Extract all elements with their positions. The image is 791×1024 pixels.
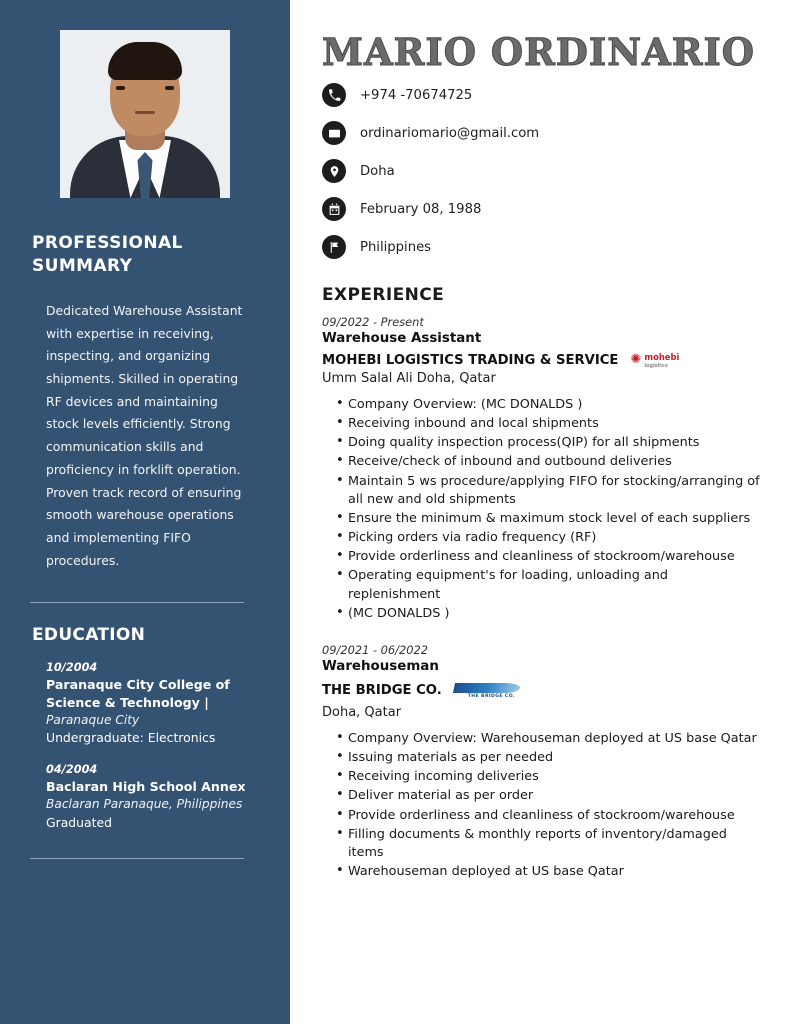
calendar-icon xyxy=(322,197,346,221)
experience-item xyxy=(322,315,761,623)
main-content xyxy=(290,0,791,1024)
sidebar xyxy=(0,0,290,1024)
mohebi-logo-mark: ✺ xyxy=(630,351,642,367)
education-heading: EDUCATION xyxy=(32,625,146,646)
list-item: • Filling documents & monthly reports of inventory/damaged items xyxy=(338,826,761,862)
mohebi-logo-subtext: logistics xyxy=(644,363,668,369)
contact-nationality xyxy=(322,235,761,259)
job-location: Doha, Qatar xyxy=(322,704,402,720)
contact-nationality-value: Philippines xyxy=(360,239,432,255)
professional-summary-text: Dedicated Warehouse Assistant with expertise in receiving, inspecting, and organizing shipments. Skilled in operating RF devices and maintaining stock levels efficiently. Strong communication skills and proficiency in forklift operation. Proven track record of ensuring smooth warehouse operations and implementing FIFO procedures. xyxy=(46,302,243,568)
contact-phone xyxy=(322,83,761,107)
flag-icon xyxy=(322,235,346,259)
list-item: • Receiving inbound and local shipments xyxy=(338,415,761,433)
job-date: 09/2022 - Present xyxy=(322,315,424,329)
email-icon xyxy=(322,121,346,145)
phone-icon xyxy=(322,83,346,107)
experience-heading: EXPERIENCE xyxy=(322,285,445,305)
contact-list xyxy=(322,83,761,259)
education-note: Graduated xyxy=(46,814,112,830)
list-item: • Issuing materials as per needed xyxy=(338,749,761,767)
contact-email xyxy=(322,121,761,145)
job-company: MOHEBI LOGISTICS TRADING & SERVICE xyxy=(322,352,619,368)
job-bullets xyxy=(322,730,761,881)
list-item: • Receive/check of inbound and outbound deliveries xyxy=(338,453,761,471)
job-bullets xyxy=(322,396,761,623)
education-item xyxy=(46,661,250,747)
job-company-row xyxy=(322,678,761,704)
list-item: • Operating equipment's for loading, unloading and replenishment xyxy=(338,567,761,603)
education-school: Paranaque City College of Science & Technology | xyxy=(46,677,230,711)
list-item: • Company Overview: (MC DONALDS ) xyxy=(338,396,761,414)
education-location: Paranaque City xyxy=(46,713,140,728)
experience-item xyxy=(322,643,761,881)
education-school: Baclaran High School Annex xyxy=(46,779,246,795)
education-location: Baclaran Paranaque, Philippines xyxy=(46,797,243,812)
page-title: MARIO ORDINARIO xyxy=(322,30,756,74)
list-item: • Deliver material as per order xyxy=(338,787,761,805)
list-item: • Receiving incoming deliveries xyxy=(338,768,761,786)
education-date: 04/2004 xyxy=(46,763,98,777)
list-item: • Company Overview: Warehouseman deployed at US base Qatar xyxy=(338,730,761,748)
list-item: • Maintain 5 ws procedure/applying FIFO for stocking/arranging of all new and old shipments xyxy=(338,473,761,509)
job-title: Warehouse Assistant xyxy=(322,331,482,346)
education-date: 10/2004 xyxy=(46,661,98,675)
the-bridge-co-logo-text: THE BRIDGE CO. xyxy=(467,693,516,699)
contact-email-value: ordinariomario@gmail.com xyxy=(360,125,540,141)
contact-location xyxy=(322,159,761,183)
list-item: • Warehouseman deployed at US base Qatar xyxy=(338,863,761,881)
contact-phone-value: +974 -70674725 xyxy=(360,87,473,103)
contact-birthdate xyxy=(322,197,761,221)
the-bridge-co-logo xyxy=(452,678,522,704)
job-date: 09/2021 - 06/2022 xyxy=(322,642,428,657)
list-item: • Provide orderliness and cleanliness of stockroom/warehouse xyxy=(338,807,761,825)
job-location: Umm Salal Ali Doha, Qatar xyxy=(322,371,496,386)
education-item xyxy=(46,763,250,831)
education-note: Undergraduate: Electronics xyxy=(46,730,216,746)
contact-birthdate-value: February 08, 1988 xyxy=(360,201,482,217)
list-item: • (MC DONALDS ) xyxy=(338,605,761,623)
mohebi-logo-text: mohebi xyxy=(644,352,680,362)
list-item: • Picking orders via radio frequency (RF) xyxy=(338,529,761,547)
sidebar-bottom-divider xyxy=(30,858,244,859)
location-pin-icon xyxy=(322,159,346,183)
job-title: Warehouseman xyxy=(322,658,439,674)
profile-photo xyxy=(60,30,230,198)
contact-location-value: Doha xyxy=(360,163,395,179)
list-item: • Provide orderliness and cleanliness of stockroom/warehouse xyxy=(338,548,761,566)
professional-summary-heading: PROFESSIONAL SUMMARY xyxy=(32,233,183,276)
list-item: • Ensure the minimum & maximum stock level of each suppliers xyxy=(338,510,761,528)
sidebar-divider xyxy=(30,602,244,603)
mohebi-logo xyxy=(630,349,679,369)
job-company: THE BRIDGE CO. xyxy=(322,683,442,699)
job-company-row xyxy=(322,350,761,370)
list-item: • Doing quality inspection process(QIP) for all shipments xyxy=(338,434,761,452)
